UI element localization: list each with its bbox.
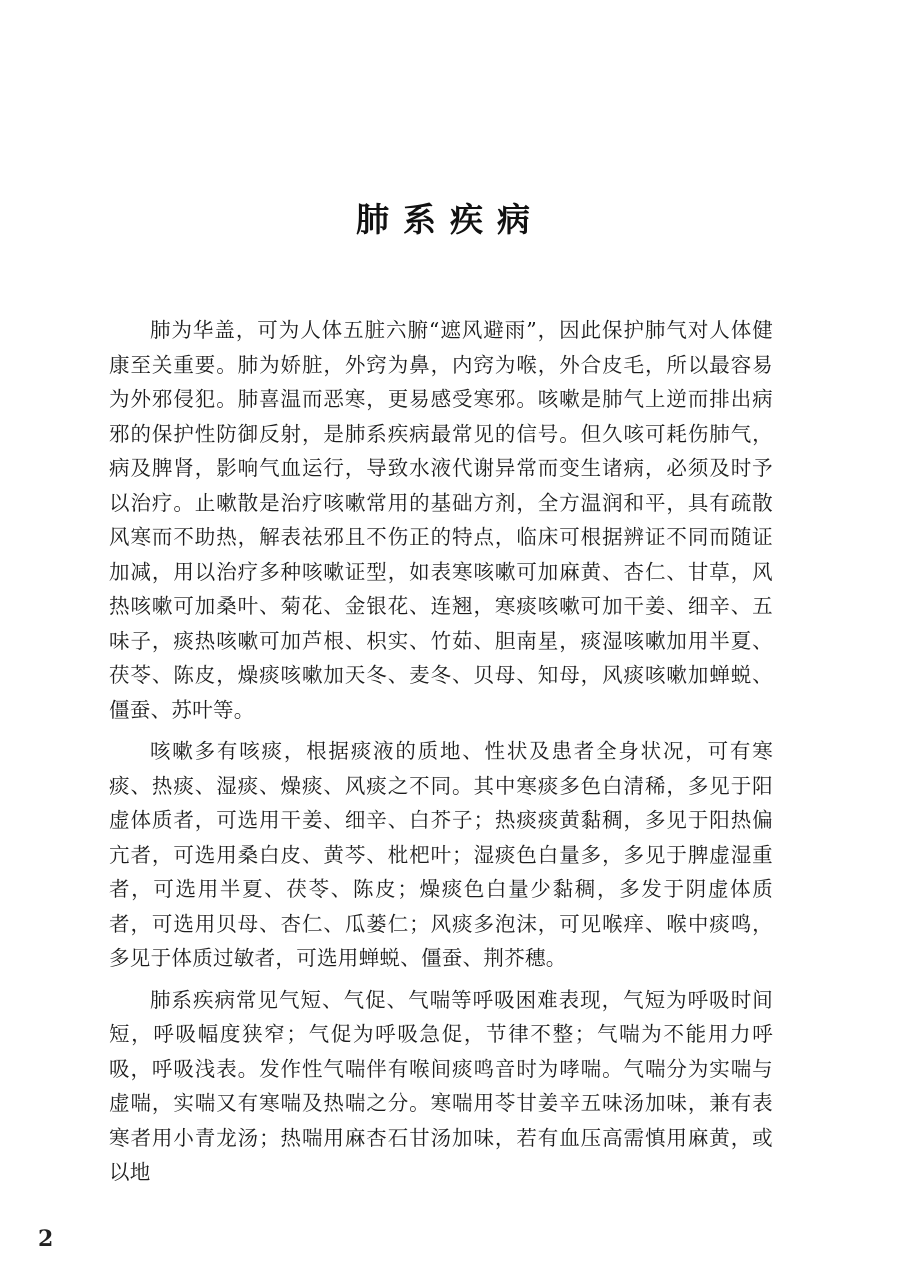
page-title: 肺系疾病 xyxy=(356,200,544,239)
paragraph-lung-overview: 肺为华盖，可为人体五脏六腑“遮风避雨”，因此保护肺气对人体健康至关重要。肺为娇脏，外窍为鼻，内窍为喉，外合皮毛，所以最容易为外邪侵犯。肺喜温而恶寒，更易感受寒邪。咳嗽是肺气上逆而排出病邪的保护性防御反射，是肺系疾病最常见的信号。但久咳可耗伤肺气，病及脾肾，影响气血运行，导致水液代谢异常而变生诸病，必须及时予以治疗。止嗽散是治疗咳嗽常用的基础方剂，全方温润和平，具有疏散风寒而不助热，解表祛邪且不伤正的特点，临床可根据辨证不同而随证加减，用以治疗多种咳嗽证型，如表寒咳嗽可加麻黄、杏仁、甘草，风热咳嗽可加桑叶、菊花、金银花、连翘，寒痰咳嗽可加干姜、细辛、五味子，痰热咳嗽可加芦根、枳实、竹茹、胆南星，痰湿咳嗽加用半夏、茯苓、陈皮，燥痰咳嗽加天冬、麦冬、贝母、知母，风痰咳嗽加蝉蜕、僵蚕、苏叶等。 xyxy=(109,318,773,722)
paragraph-dyspnea: 肺系疾病常见气短、气促、气喘等呼吸困难表现，气短为呼吸时间短，呼吸幅度狭窄；气促为呼吸急促，节律不整；气喘为不能用力呼吸，呼吸浅表。发作性气喘伴有喉间痰鸣音时为哮喘。气喘分为实喘与虚喘，实喘又有寒喘及热喘之分。寒喘用苓甘姜辛五味汤加味，兼有表寒者用小青龙汤；热喘用麻杏石甘汤加味，若有血压高需慎用麻黄，或以地 xyxy=(109,987,773,1184)
body-text xyxy=(109,313,773,1197)
paragraph-phlegm-types: 咳嗽多有咳痰，根据痰液的质地、性状及患者全身状况，可有寒痰、热痰、湿痰、燥痰、风痰之不同。其中寒痰多色白清稀，多见于阳虚体质者，可选用干姜、细辛、白芥子；热痰痰黄黏稠，多见于阳热偏亢者，可选用桑白皮、黄芩、枇杷叶；湿痰色白量多，多见于脾虚湿重者，可选用半夏、茯苓、陈皮；燥痰色白量少黏稠，多发于阴虚体质者，可选用贝母、杏仁、瓜蒌仁；风痰多泡沫，可见喉痒、喉中痰鸣，多见于体质过敏者，可选用蝉蜕、僵蚕、荆芥穗。 xyxy=(109,739,773,970)
page-number: 2 xyxy=(38,1226,54,1252)
